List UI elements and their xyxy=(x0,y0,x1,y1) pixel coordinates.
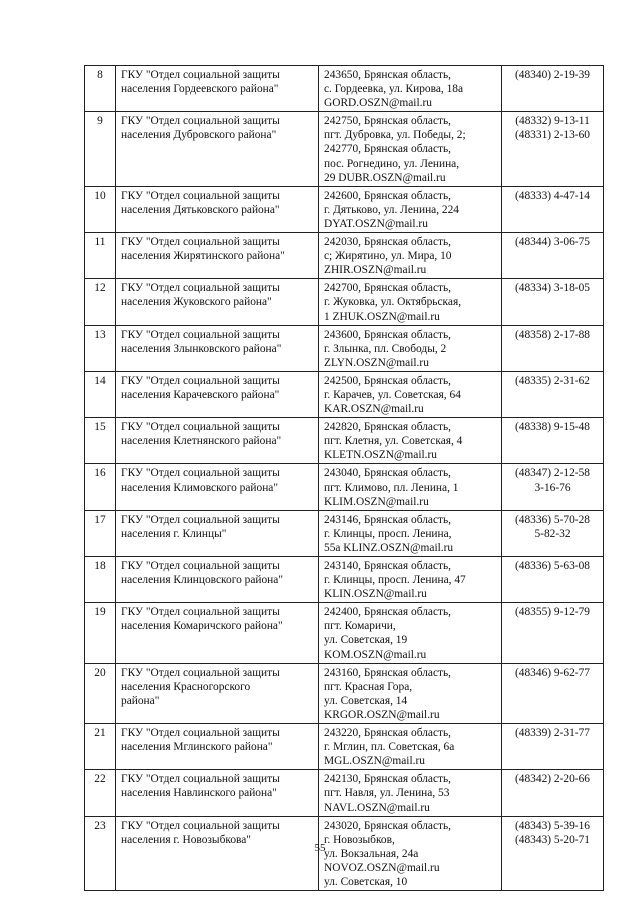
address-line: с; Жирятино, ул. Мира, 10 xyxy=(324,250,452,263)
address-line: г. Клинцы, просп. Ленина, xyxy=(324,527,452,540)
address-line: ул. Советская, 10 xyxy=(324,875,408,888)
phone-cell xyxy=(502,663,604,723)
phone-cell xyxy=(502,233,604,279)
row-number: 12 xyxy=(85,279,116,325)
phone-cell xyxy=(502,371,604,417)
address-line: ZHIR.OSZN@mail.ru xyxy=(324,264,427,277)
phone-line: (48344) 3-06-75 xyxy=(515,236,590,249)
office-name-line: населения Мглинского района" xyxy=(121,741,273,754)
office-name-line: населения Дятьковского района" xyxy=(121,203,280,216)
address-line: г. Дятьково, ул. Ленина, 224 xyxy=(324,203,460,216)
office-name-cell xyxy=(116,464,319,510)
phone-line: (48334) 3-18-05 xyxy=(515,282,590,295)
office-name-cell xyxy=(116,112,319,186)
phone-line: (48343) 5-39-16 xyxy=(515,819,590,832)
office-name-line: района" xyxy=(121,694,160,707)
row-number: 15 xyxy=(85,418,116,464)
page-number: 55 xyxy=(314,842,326,854)
office-name-line: ГКУ "Отдел социальной защиты xyxy=(121,513,280,526)
row-number: 13 xyxy=(85,325,116,371)
phone-cell xyxy=(502,464,604,510)
address-line: с. Гордеевка, ул. Кирова, 18а xyxy=(324,83,464,96)
address-line: MGL.OSZN@mail.ru xyxy=(324,755,425,768)
address-line: пгт. Дубровка, ул. Победы, 2; xyxy=(324,129,466,142)
phone-cell xyxy=(502,186,604,232)
office-name-line: населения Клетнянского района" xyxy=(121,435,282,448)
phone-line: (48331) 2-13-60 xyxy=(515,129,590,142)
phone-line: (48339) 2-31-77 xyxy=(515,727,590,740)
address-line: пгт. Клетня, ул. Советская, 4 xyxy=(324,435,463,448)
office-name-line: населения Навлинского района" xyxy=(121,787,277,800)
address-cell xyxy=(319,66,502,112)
row-number: 18 xyxy=(85,557,116,603)
address-cell xyxy=(319,603,502,663)
office-name-line: населения Жуковского района" xyxy=(121,296,272,309)
address-line: 1 ZHUK.OSZN@mail.ru xyxy=(324,310,440,323)
address-cell xyxy=(319,279,502,325)
address-cell xyxy=(319,371,502,417)
address-line: 242750, Брянская область, xyxy=(324,115,452,128)
address-line: KOM.OSZN@mail.ru xyxy=(324,648,427,661)
office-name-line: ГКУ "Отдел социальной защиты xyxy=(121,236,280,249)
address-line: г. Клинцы, просп. Ленина, 47 xyxy=(324,574,466,587)
address-line: KRGOR.OSZN@mail.ru xyxy=(324,708,440,721)
phone-line: (48332) 9-13-11 xyxy=(515,115,590,128)
office-name-cell xyxy=(116,325,319,371)
address-line: KLIN.OSZN@mail.ru xyxy=(324,588,427,601)
table-row xyxy=(85,418,604,464)
office-name-line: населения Гордеевского района" xyxy=(121,83,279,96)
office-name-line: населения Карачевского района" xyxy=(121,388,280,401)
address-line: 243020, Брянская область, xyxy=(324,819,452,832)
table-row xyxy=(85,186,604,232)
address-line: KLETN.OSZN@mail.ru xyxy=(324,449,437,462)
office-name-line: населения г. Новозыбкова" xyxy=(121,833,251,846)
address-cell xyxy=(319,510,502,556)
address-cell xyxy=(319,112,502,186)
office-name-line: ГКУ "Отдел социальной защиты xyxy=(121,115,280,128)
row-number: 8 xyxy=(85,66,116,112)
address-cell xyxy=(319,464,502,510)
office-name-line: ГКУ "Отдел социальной защиты xyxy=(121,189,280,202)
address-line: ул. Вокзальная, 24а xyxy=(324,847,419,860)
phone-cell xyxy=(502,279,604,325)
table-row xyxy=(85,557,604,603)
address-line: 242600, Брянская область, xyxy=(324,189,452,202)
office-name-line: ГКУ "Отдел социальной защиты xyxy=(121,819,280,832)
office-name-line: ГКУ "Отдел социальной защиты xyxy=(121,421,280,434)
phone-line: (48342) 2-20-66 xyxy=(515,773,590,786)
office-name-cell xyxy=(116,557,319,603)
address-line: KAR.OSZN@mail.ru xyxy=(324,403,424,416)
address-line: г. Злынка, пл. Свободы, 2 xyxy=(324,342,447,355)
offices-table-body xyxy=(85,66,604,891)
phone-line: (48355) 9-12-79 xyxy=(515,606,590,619)
address-line: 243160, Брянская область, xyxy=(324,666,452,679)
table-row xyxy=(85,233,604,279)
row-number: 10 xyxy=(85,186,116,232)
phone-line: (48347) 2-12-58 xyxy=(515,467,590,480)
address-line: г. Мглин, пл. Советская, 6а xyxy=(324,741,455,754)
address-line: г. Новозыбков, xyxy=(324,833,395,846)
address-line: 242500, Брянская область, xyxy=(324,374,452,387)
office-name-line: ГКУ "Отдел социальной защиты xyxy=(121,773,280,786)
address-line: 242820, Брянская область, xyxy=(324,421,452,434)
phone-line: 5-82-32 xyxy=(534,527,571,540)
address-line: 242770, Брянская область, xyxy=(324,143,452,156)
row-number: 16 xyxy=(85,464,116,510)
row-number: 11 xyxy=(85,233,116,279)
address-cell xyxy=(319,557,502,603)
phone-cell xyxy=(502,325,604,371)
address-line: ул. Советская, 14 xyxy=(324,694,408,707)
office-name-line: населения Дубровского района" xyxy=(121,129,277,142)
phone-cell xyxy=(502,510,604,556)
table-row xyxy=(85,66,604,112)
phone-line: (48346) 9-62-77 xyxy=(515,666,590,679)
office-name-line: населения Злынковского района" xyxy=(121,342,282,355)
office-name-cell xyxy=(116,233,319,279)
office-name-line: ГКУ "Отдел социальной защиты xyxy=(121,727,280,740)
address-line: пгт. Климово, пл. Ленина, 1 xyxy=(324,481,459,494)
address-line: 242700, Брянская область, xyxy=(324,282,452,295)
address-line: пгт. Красная Гора, xyxy=(324,680,413,693)
phone-line: (48358) 2-17-88 xyxy=(515,328,590,341)
table-row xyxy=(85,464,604,510)
office-name-cell xyxy=(116,186,319,232)
table-row xyxy=(85,279,604,325)
office-name-line: населения Климовского района" xyxy=(121,481,278,494)
phone-line: (48340) 2-19-39 xyxy=(515,69,590,81)
row-number: 9 xyxy=(85,112,116,186)
table-row xyxy=(85,510,604,556)
office-name-line: населения Клинцовского района" xyxy=(121,574,283,587)
address-line: KLIM.OSZN@mail.ru xyxy=(324,495,429,508)
address-line: 55а KLINZ.OSZN@mail.ru xyxy=(324,541,454,554)
address-line: 243650, Брянская область, xyxy=(324,69,452,81)
table-row xyxy=(85,371,604,417)
row-number: 19 xyxy=(85,603,116,663)
phone-line: (48338) 9-15-48 xyxy=(515,421,590,434)
office-name-cell xyxy=(116,66,319,112)
office-name-line: населения г. Клинцы" xyxy=(121,527,227,540)
address-line: 243600, Брянская область, xyxy=(324,328,452,341)
office-name-cell xyxy=(116,603,319,663)
table-row xyxy=(85,325,604,371)
address-line: 243040, Брянская область, xyxy=(324,467,452,480)
office-name-line: ГКУ "Отдел социальной защиты xyxy=(121,374,280,387)
phone-line: (48336) 5-70-28 xyxy=(515,513,590,526)
office-name-cell xyxy=(116,371,319,417)
table-row xyxy=(85,112,604,186)
office-name-line: ГКУ "Отдел социальной защиты xyxy=(121,467,280,480)
address-line: пгт. Комаричи, xyxy=(324,620,396,633)
offices-table xyxy=(84,65,604,891)
phone-line: (48335) 2-31-62 xyxy=(515,374,590,387)
row-number: 21 xyxy=(85,724,116,770)
address-line: NOVOZ.OSZN@mail.ru xyxy=(324,861,440,874)
table-row xyxy=(85,663,604,723)
address-line: ZLYN.OSZN@mail.ru xyxy=(324,356,429,369)
address-cell xyxy=(319,418,502,464)
table-row xyxy=(85,603,604,663)
office-name-line: ГКУ "Отдел социальной защиты xyxy=(121,666,280,679)
address-line: DYAT.OSZN@mail.ru xyxy=(324,217,428,230)
row-number: 20 xyxy=(85,663,116,723)
office-name-line: ГКУ "Отдел социальной защиты xyxy=(121,282,280,295)
address-line: 242130, Брянская область, xyxy=(324,773,452,786)
office-name-cell xyxy=(116,770,319,816)
address-line: ул. Советская, 19 xyxy=(324,634,408,647)
phone-cell xyxy=(502,603,604,663)
office-name-line: ГКУ "Отдел социальной защиты xyxy=(121,328,280,341)
phone-cell xyxy=(502,724,604,770)
office-name-cell xyxy=(116,724,319,770)
address-cell xyxy=(319,186,502,232)
phone-line: 3-16-76 xyxy=(534,481,571,494)
office-name-line: населения Красногорского xyxy=(121,680,251,693)
phone-line: (48336) 5-63-08 xyxy=(515,560,590,572)
phone-cell xyxy=(502,66,604,112)
row-number: 23 xyxy=(85,816,116,890)
phone-line: (48333) 4-47-14 xyxy=(515,189,590,202)
row-number: 14 xyxy=(85,371,116,417)
address-line: 243146, Брянская область, xyxy=(324,513,452,526)
address-cell xyxy=(319,724,502,770)
address-line: г. Жуковка, ул. Октябрьская, xyxy=(324,296,462,309)
row-number: 22 xyxy=(85,770,116,816)
address-line: 29 DUBR.OSZN@mail.ru xyxy=(324,171,446,184)
address-line: GORD.OSZN@mail.ru xyxy=(324,97,432,110)
address-cell xyxy=(319,770,502,816)
address-cell xyxy=(319,233,502,279)
table-row xyxy=(85,770,604,816)
table-row xyxy=(85,724,604,770)
address-line: 243140, Брянская область, xyxy=(324,560,452,572)
office-name-cell xyxy=(116,418,319,464)
row-number: 17 xyxy=(85,510,116,556)
phone-cell xyxy=(502,770,604,816)
office-name-cell xyxy=(116,510,319,556)
address-cell xyxy=(319,663,502,723)
address-line: пос. Рогнедино, ул. Ленина, xyxy=(324,157,460,170)
office-name-cell xyxy=(116,279,319,325)
office-name-cell xyxy=(116,663,319,723)
office-name-line: ГКУ "Отдел социальной защиты xyxy=(121,69,280,81)
office-name-line: ГКУ "Отдел социальной защиты xyxy=(121,606,280,619)
address-line: NAVL.OSZN@mail.ru xyxy=(324,801,430,814)
address-line: г. Карачев, ул. Советская, 64 xyxy=(324,388,461,401)
office-name-line: населения Комаричского района" xyxy=(121,620,283,633)
phone-cell xyxy=(502,112,604,186)
address-line: 242400, Брянская область, xyxy=(324,606,452,619)
address-line: пгт. Навля, ул. Ленина, 53 xyxy=(324,787,450,800)
office-name-line: ГКУ "Отдел социальной защиты xyxy=(121,560,280,572)
phone-line: (48343) 5-20-71 xyxy=(515,833,590,846)
address-cell xyxy=(319,325,502,371)
address-line: 243220, Брянская область, xyxy=(324,727,452,740)
phone-cell xyxy=(502,557,604,603)
office-name-line: населения Жирятинского района" xyxy=(121,250,285,263)
address-line: 242030, Брянская область, xyxy=(324,236,452,249)
phone-cell xyxy=(502,418,604,464)
